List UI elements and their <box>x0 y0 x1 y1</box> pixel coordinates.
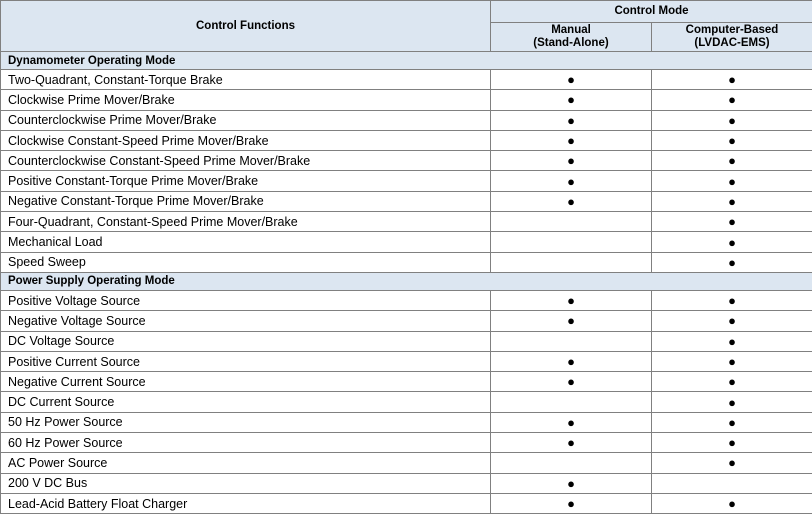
function-label: Counterclockwise Prime Mover/Brake <box>1 110 491 130</box>
manual-mode-cell <box>491 433 652 453</box>
function-label: Positive Voltage Source <box>1 290 491 310</box>
supported-dot-icon: ● <box>567 313 575 329</box>
table-row <box>1 252 812 272</box>
header-manual-line2: (Stand-Alone) <box>533 37 609 49</box>
supported-dot-icon: ● <box>728 313 736 329</box>
function-label: DC Voltage Source <box>1 331 491 351</box>
header-manual-line1: Manual <box>551 24 591 36</box>
manual-mode-cell <box>491 372 652 392</box>
table-row <box>1 290 812 310</box>
computer-mode-cell <box>652 473 812 493</box>
supported-dot-icon: ● <box>728 173 736 189</box>
supported-dot-icon: ● <box>728 455 736 471</box>
supported-dot-icon: ● <box>567 112 575 128</box>
section-header-row <box>1 272 812 290</box>
manual-mode-cell <box>491 392 652 412</box>
supported-dot-icon: ● <box>567 293 575 309</box>
computer-mode-cell <box>652 412 812 432</box>
computer-mode-cell <box>652 151 812 171</box>
manual-mode-cell <box>491 252 652 272</box>
computer-mode-cell <box>652 171 812 191</box>
supported-dot-icon: ● <box>728 234 736 250</box>
table-row <box>1 453 812 473</box>
section-title: Power Supply Operating Mode <box>1 272 812 290</box>
function-label: Clockwise Prime Mover/Brake <box>1 90 491 110</box>
function-label: 50 Hz Power Source <box>1 412 491 432</box>
supported-dot-icon: ● <box>728 92 736 108</box>
supported-dot-icon: ● <box>728 254 736 270</box>
table-row <box>1 311 812 331</box>
manual-mode-cell <box>491 453 652 473</box>
supported-dot-icon: ● <box>728 112 736 128</box>
supported-dot-icon: ● <box>567 133 575 149</box>
computer-mode-cell <box>652 110 812 130</box>
supported-dot-icon: ● <box>567 92 575 108</box>
manual-mode-cell <box>491 130 652 150</box>
supported-dot-icon: ● <box>567 173 575 189</box>
table-row <box>1 473 812 493</box>
header-computer-line2: (LVDAC-EMS) <box>694 37 770 49</box>
header-control-mode: Control Mode <box>491 1 812 23</box>
section-header-row <box>1 52 812 70</box>
manual-mode-cell <box>491 473 652 493</box>
function-label: Negative Constant-Torque Prime Mover/Brake <box>1 191 491 211</box>
manual-mode-cell <box>491 351 652 371</box>
computer-mode-cell <box>652 392 812 412</box>
supported-dot-icon: ● <box>728 293 736 309</box>
manual-mode-cell <box>491 331 652 351</box>
supported-dot-icon: ● <box>567 354 575 369</box>
function-label: Four-Quadrant, Constant-Speed Prime Mover/Brake <box>1 212 491 232</box>
computer-mode-cell <box>652 212 812 232</box>
supported-dot-icon: ● <box>728 333 736 349</box>
manual-mode-cell <box>491 90 652 110</box>
supported-dot-icon: ● <box>728 153 736 169</box>
manual-mode-cell <box>491 110 652 130</box>
computer-mode-cell <box>652 453 812 473</box>
computer-mode-cell <box>652 191 812 211</box>
supported-dot-icon: ● <box>728 435 736 451</box>
table-row <box>1 433 812 453</box>
table-row <box>1 90 812 110</box>
manual-mode-cell <box>491 232 652 252</box>
function-label: AC Power Source <box>1 453 491 473</box>
function-label: Clockwise Constant-Speed Prime Mover/Brake <box>1 130 491 150</box>
supported-dot-icon: ● <box>567 193 575 209</box>
computer-mode-cell <box>652 70 812 90</box>
supported-dot-icon: ● <box>728 414 736 430</box>
function-label: Speed Sweep <box>1 252 491 272</box>
table-row <box>1 351 812 371</box>
supported-dot-icon: ● <box>728 496 736 512</box>
function-label: Mechanical Load <box>1 232 491 252</box>
computer-mode-cell <box>652 372 812 392</box>
table-row <box>1 130 812 150</box>
manual-mode-cell <box>491 212 652 232</box>
computer-mode-cell <box>652 433 812 453</box>
section-title: Dynamometer Operating Mode <box>1 52 812 70</box>
computer-mode-cell <box>652 232 812 252</box>
supported-dot-icon: ● <box>567 153 575 169</box>
supported-dot-icon: ● <box>728 354 736 369</box>
manual-mode-cell <box>491 70 652 90</box>
function-label: Negative Voltage Source <box>1 311 491 331</box>
computer-mode-cell <box>652 252 812 272</box>
function-label: DC Current Source <box>1 392 491 412</box>
supported-dot-icon: ● <box>567 374 575 390</box>
header-manual <box>491 23 652 52</box>
header-computer-line1: Computer-Based <box>685 24 779 36</box>
supported-dot-icon: ● <box>728 72 736 88</box>
supported-dot-icon: ● <box>567 414 575 430</box>
manual-mode-cell <box>491 493 652 513</box>
computer-mode-cell <box>652 351 812 371</box>
function-label: Lead-Acid Battery Float Charger <box>1 493 491 513</box>
supported-dot-icon: ● <box>728 193 736 209</box>
computer-mode-cell <box>652 130 812 150</box>
table-row <box>1 212 812 232</box>
computer-mode-cell <box>652 90 812 110</box>
computer-mode-cell <box>652 290 812 310</box>
supported-dot-icon: ● <box>567 435 575 451</box>
table-row <box>1 232 812 252</box>
supported-dot-icon: ● <box>567 475 575 491</box>
supported-dot-icon: ● <box>728 374 736 390</box>
supported-dot-icon: ● <box>728 394 736 410</box>
manual-mode-cell <box>491 191 652 211</box>
table-row <box>1 493 812 513</box>
manual-mode-cell <box>491 171 652 191</box>
supported-dot-icon: ● <box>567 496 575 512</box>
computer-mode-cell <box>652 331 812 351</box>
supported-dot-icon: ● <box>728 214 736 230</box>
supported-dot-icon: ● <box>567 72 575 88</box>
computer-mode-cell <box>652 311 812 331</box>
function-label: Two-Quadrant, Constant-Torque Brake <box>1 70 491 90</box>
table-row <box>1 392 812 412</box>
table-row <box>1 110 812 130</box>
table-row <box>1 171 812 191</box>
manual-mode-cell <box>491 290 652 310</box>
table-row <box>1 151 812 171</box>
manual-mode-cell <box>491 151 652 171</box>
function-label: Positive Constant-Torque Prime Mover/Brake <box>1 171 491 191</box>
header-control-functions: Control Functions <box>1 1 491 52</box>
table-body <box>1 52 812 514</box>
function-label: Counterclockwise Constant-Speed Prime Mover/Brake <box>1 151 491 171</box>
function-label: 60 Hz Power Source <box>1 433 491 453</box>
table-row <box>1 412 812 432</box>
manual-mode-cell <box>491 311 652 331</box>
table-row <box>1 191 812 211</box>
function-label: 200 V DC Bus <box>1 473 491 493</box>
function-label: Negative Current Source <box>1 372 491 392</box>
supported-dot-icon: ● <box>728 133 736 149</box>
table-row <box>1 70 812 90</box>
manual-mode-cell <box>491 412 652 432</box>
header-computer-based <box>652 23 812 52</box>
table-row <box>1 331 812 351</box>
computer-mode-cell <box>652 493 812 513</box>
function-label: Positive Current Source <box>1 351 491 371</box>
table-row <box>1 372 812 392</box>
